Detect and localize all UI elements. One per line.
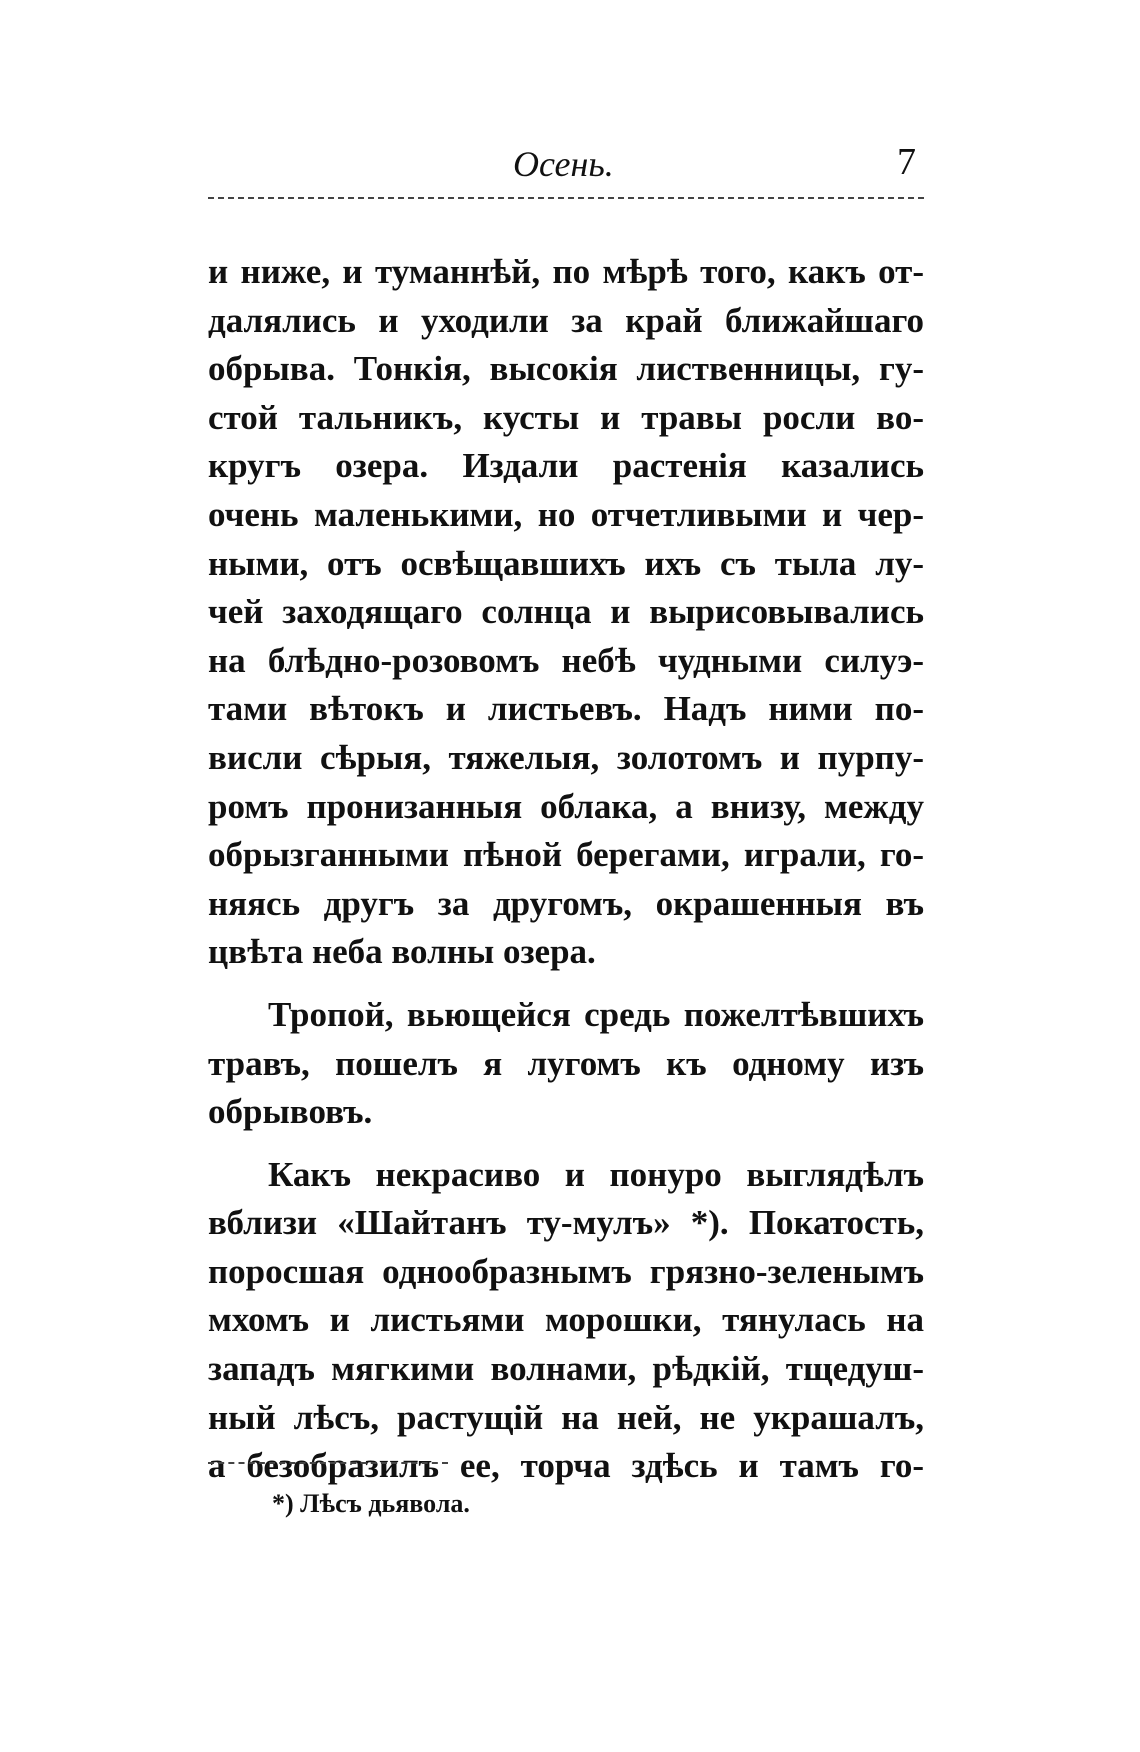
text-line: ромъ пронизанныя облака, а внизу, между [208,786,924,826]
text-line: цвѣта неба волны озера. [208,932,596,972]
text-line: вблизи «Шайтанъ ту-мулъ» *). Покатость, [208,1203,924,1243]
text-line: травъ, пошелъ я лугомъ къ одному изъ [208,1043,924,1083]
text-line: западъ мягкими волнами, рѣдкій, тщедуш- [208,1349,924,1389]
paragraph-1 [208,248,924,977]
text-line: Тропой, вьющейся средь пожелтѣвшихъ [268,994,924,1034]
text-line: поросшая однообразнымъ грязно-зеленымъ [208,1251,924,1291]
text-line: обрывовъ. [208,1092,373,1132]
text-line: обрызганными пѣной берегами, играли, го- [208,835,924,875]
body-text [208,248,924,1491]
text-line: Какъ некрасиво и понуро выглядѣлъ [268,1154,924,1194]
text-line: кругъ озера. Издали растенія казались [208,446,924,486]
paragraph-gap [208,977,924,991]
text-line: чей заходящаго солнца и вырисовывались [208,592,924,632]
text-line: обрыва. Тонкія, высокія лиственницы, гу- [208,349,924,389]
footnote: *) Лѣсъ дьявола. [272,1489,470,1518]
running-title: Осень. [513,144,614,184]
text-line: висли сѣрыя, тяжелыя, золотомъ и пурпу- [208,737,924,777]
text-line: ными, отъ освѣщавшихъ ихъ съ тыла лу- [208,543,924,583]
text-line: мхомъ и листьями морошки, тянулась на [208,1300,924,1340]
text-line: няясь другъ за другомъ, окрашенныя въ [208,883,924,923]
text-line: далялись и уходили за край ближайшаго [208,300,924,340]
paragraph-2 [208,991,924,1137]
paragraph-gap [208,1137,924,1151]
page-number: 7 [897,141,916,183]
paragraph-3 [208,1151,924,1491]
text-line: на блѣдно-розовомъ небѣ чудными силуэ- [208,640,924,680]
text-line: а безобразилъ ее, торча здѣсь и тамъ го- [208,1446,924,1486]
footnote-rule [208,1462,448,1464]
text-line: стой тальникъ, кусты и травы росли во- [208,397,924,437]
text-line: ный лѣсъ, растущій на ней, не украшалъ, [208,1397,924,1437]
header-rule [208,197,924,199]
text-line: тами вѣтокъ и листьевъ. Надъ ними по- [208,689,924,729]
text-line: и ниже, и туманнѣй, по мѣрѣ того, какъ от- [208,252,924,291]
page-header [208,140,924,190]
text-line: очень маленькими, но отчетливыми и чер- [208,494,924,534]
